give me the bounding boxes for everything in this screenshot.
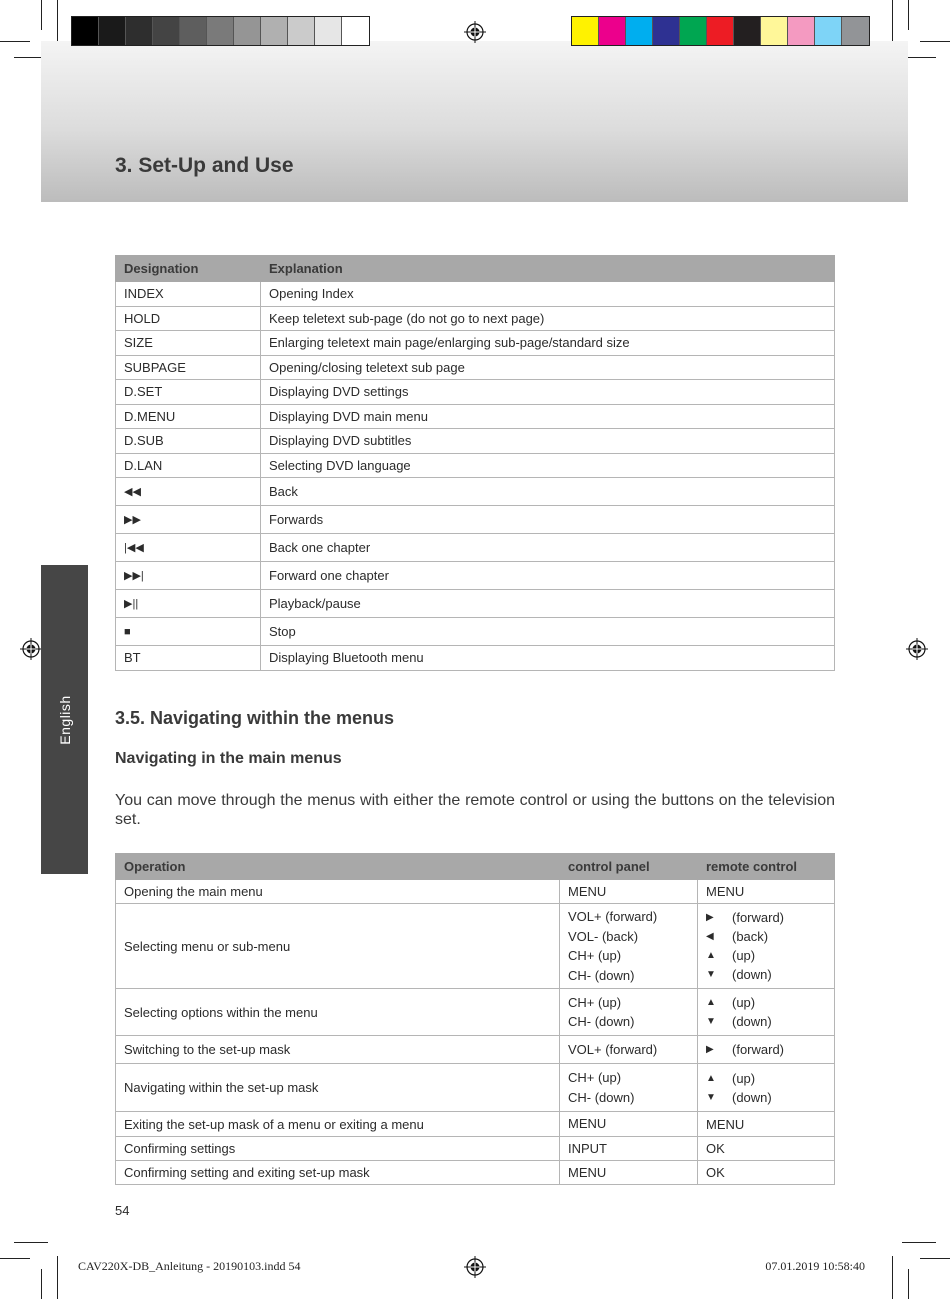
designation-cell: ▶▶| <box>116 562 261 590</box>
remote-buttons-table <box>115 255 835 671</box>
control-panel-entry: CH+ (up) <box>568 994 622 1010</box>
remote-control-label: (down) <box>732 1014 772 1029</box>
control-panel-cell <box>560 1137 698 1161</box>
designation-cell: HOLD <box>116 306 261 331</box>
arrow-icon: ▼ <box>706 969 716 980</box>
remote-control-entry <box>706 1115 826 1134</box>
remote-control-entry <box>706 1069 826 1088</box>
chapter-title: 3. Set-Up and Use <box>115 154 294 177</box>
remote-control-entry <box>706 1139 826 1158</box>
language-side-tab <box>41 565 88 874</box>
arrow-icon: ▼ <box>706 1091 716 1103</box>
designation-cell: |◀◀ <box>116 534 261 562</box>
operation-cell: Navigating within the set-up mask <box>116 1064 560 1112</box>
color-swatch <box>342 17 369 45</box>
color-swatch <box>234 17 261 45</box>
remote-control-cell <box>698 989 835 1036</box>
remote-control-entry <box>706 927 826 946</box>
control-panel-entry: VOL- (back) <box>568 928 639 944</box>
section-heading: 3.5. Navigating within the menus <box>115 708 395 728</box>
control-panel-entry: MENU <box>568 1164 607 1180</box>
remote-control-entry <box>706 1088 826 1107</box>
arrow-icon: ▲ <box>706 1072 716 1084</box>
crop-mark <box>57 0 58 44</box>
operation-cell: Confirming settings <box>116 1137 560 1161</box>
remote-control-cell <box>698 880 835 904</box>
remote-control-label: MENU <box>706 1116 745 1132</box>
explanation-cell: Forward one chapter <box>261 562 835 590</box>
remote-control-label: MENU <box>706 884 745 899</box>
control-panel-entry: VOL+ (forward) <box>568 909 658 924</box>
menu-navigation-table <box>115 853 835 1185</box>
crop-mark <box>57 1256 58 1299</box>
color-swatch <box>126 17 153 45</box>
explanation-cell: Displaying DVD settings <box>261 380 835 405</box>
table-row <box>116 1064 835 1112</box>
remote-control-cell <box>698 1064 835 1112</box>
color-swatch <box>761 17 788 45</box>
remote-control-entry <box>706 946 826 965</box>
color-swatch <box>180 17 207 45</box>
table-row <box>116 646 835 671</box>
color-swatch <box>626 17 653 45</box>
crop-mark <box>41 0 42 30</box>
color-swatch <box>842 17 869 45</box>
control-panel-cell <box>560 1064 698 1112</box>
designation-cell: INDEX <box>116 282 261 307</box>
control-panel-entry: CH- (down) <box>568 1089 635 1105</box>
remote-control-entry <box>706 1163 826 1182</box>
table-row <box>116 904 835 989</box>
color-swatch <box>72 17 99 45</box>
color-swatch <box>153 17 180 45</box>
explanation-cell: Opening Index <box>261 282 835 307</box>
registration-mark-icon <box>906 638 928 660</box>
crop-mark <box>908 1269 909 1299</box>
control-panel-entry: MENU <box>568 1116 607 1132</box>
section-subheading: Navigating in the main menus <box>115 750 342 767</box>
table-row <box>116 1137 835 1161</box>
language-tab-label: English <box>56 694 73 745</box>
table-row <box>116 1161 835 1185</box>
remote-control-entry <box>706 1040 826 1059</box>
slug-filename: CAV220X-DB_Anleitung - 20190103.indd 54 <box>78 1259 301 1273</box>
remote-control-label: (up) <box>732 995 756 1010</box>
arrow-icon: ◀ <box>706 931 714 942</box>
arrow-icon: ▲ <box>706 950 716 961</box>
table-row <box>116 534 835 562</box>
process-color-bar <box>571 16 870 46</box>
explanation-cell: Displaying DVD subtitles <box>261 429 835 454</box>
control-panel-entry: CH- (down) <box>568 967 635 983</box>
table-header-row <box>116 256 835 282</box>
remote-control-entry <box>706 882 826 901</box>
table-row <box>116 1112 835 1137</box>
control-panel-entry: MENU <box>568 883 607 899</box>
table-row <box>116 590 835 618</box>
control-panel-entry: CH- (down) <box>568 1014 635 1029</box>
remote-control-cell <box>698 1137 835 1161</box>
control-panel-entry: CH+ (up) <box>568 948 622 963</box>
registration-mark-icon <box>464 1256 486 1278</box>
control-panel-entry: CH+ (up) <box>568 1070 622 1085</box>
operation-cell: Confirming setting and exiting set-up mask <box>116 1161 560 1185</box>
header-designation: Designation <box>116 256 261 282</box>
remote-control-entry <box>706 965 826 984</box>
control-panel-cell <box>560 880 698 904</box>
explanation-cell: Displaying DVD main menu <box>261 404 835 429</box>
operation-cell: Selecting options within the menu <box>116 989 560 1036</box>
explanation-cell: Back <box>261 478 835 506</box>
table-row <box>116 989 835 1036</box>
remote-control-label: OK <box>706 1165 725 1180</box>
header-control-panel: control panel <box>560 854 698 880</box>
designation-cell: ▶|| <box>116 590 261 618</box>
crop-mark <box>0 41 30 42</box>
color-swatch <box>99 17 126 45</box>
arrow-icon: ▲ <box>706 997 716 1008</box>
remote-control-cell <box>698 1036 835 1064</box>
table-row <box>116 880 835 904</box>
operation-cell: Exiting the set-up mask of a menu or exiting a menu <box>116 1112 560 1137</box>
designation-cell: ■ <box>116 618 261 646</box>
arrow-icon: ▼ <box>706 1016 716 1027</box>
control-panel-cell <box>560 1036 698 1064</box>
color-swatch <box>707 17 734 45</box>
color-swatch <box>572 17 599 45</box>
control-panel-cell <box>560 904 698 989</box>
remote-control-label: (back) <box>732 929 769 944</box>
explanation-cell: Keep teletext sub-page (do not go to next page) <box>261 306 835 331</box>
remote-control-label: OK <box>706 1141 725 1156</box>
color-swatch <box>734 17 761 45</box>
designation-cell: D.LAN <box>116 453 261 478</box>
explanation-cell: Back one chapter <box>261 534 835 562</box>
color-swatch <box>788 17 815 45</box>
explanation-cell: Stop <box>261 618 835 646</box>
crop-mark <box>908 0 909 30</box>
color-swatch <box>653 17 680 45</box>
designation-cell: D.SET <box>116 380 261 405</box>
table-row <box>116 478 835 506</box>
control-panel-cell <box>560 1161 698 1185</box>
remote-control-label: (down) <box>732 967 772 982</box>
remote-control-entry <box>706 1012 826 1031</box>
crop-mark <box>902 1242 936 1243</box>
table-row <box>116 429 835 454</box>
designation-cell: D.SUB <box>116 429 261 454</box>
crop-mark <box>14 1242 48 1243</box>
remote-control-label: (forward) <box>732 1042 785 1057</box>
designation-cell: ▶▶ <box>116 506 261 534</box>
remote-control-label: (up) <box>732 1070 756 1086</box>
explanation-cell: Enlarging teletext main page/enlarging sub-page/standard size <box>261 331 835 356</box>
remote-control-entry <box>706 993 826 1012</box>
color-swatch <box>315 17 342 45</box>
crop-mark <box>920 41 950 42</box>
table-row <box>116 1036 835 1064</box>
designation-cell: ◀◀ <box>116 478 261 506</box>
arrow-icon: ▶ <box>706 1044 714 1055</box>
crop-mark <box>892 0 893 44</box>
explanation-cell: Playback/pause <box>261 590 835 618</box>
designation-cell: SUBPAGE <box>116 355 261 380</box>
control-panel-cell <box>560 989 698 1036</box>
remote-control-cell <box>698 1112 835 1137</box>
header-explanation: Explanation <box>261 256 835 282</box>
remote-control-label: (forward) <box>732 910 785 925</box>
crop-mark <box>41 1269 42 1299</box>
crop-mark <box>0 1258 30 1259</box>
remote-control-label: (down) <box>732 1089 772 1105</box>
table-row <box>116 404 835 429</box>
color-swatch <box>815 17 842 45</box>
table-row <box>116 355 835 380</box>
intro-paragraph: You can move through the menus with either the remote control or using the buttons on the television set. <box>115 792 835 828</box>
table-row <box>116 618 835 646</box>
remote-control-cell <box>698 904 835 989</box>
designation-cell: SIZE <box>116 331 261 356</box>
crop-mark <box>892 1256 893 1299</box>
arrow-icon: ▶ <box>706 912 714 923</box>
control-panel-cell <box>560 1112 698 1137</box>
color-swatch <box>599 17 626 45</box>
color-swatch <box>261 17 288 45</box>
explanation-cell: Displaying Bluetooth menu <box>261 646 835 671</box>
control-panel-entry: VOL+ (forward) <box>568 1041 658 1057</box>
header-remote-control: remote control <box>698 854 835 880</box>
table-row <box>116 562 835 590</box>
header-operation: Operation <box>116 854 560 880</box>
registration-mark-icon <box>20 638 42 660</box>
designation-cell: D.MENU <box>116 404 261 429</box>
grayscale-color-bar <box>71 16 370 46</box>
remote-control-cell <box>698 1161 835 1185</box>
table-row <box>116 380 835 405</box>
remote-control-label: (up) <box>732 948 756 963</box>
table-row <box>116 506 835 534</box>
table-row <box>116 306 835 331</box>
explanation-cell: Opening/closing teletext sub page <box>261 355 835 380</box>
operation-cell: Switching to the set-up mask <box>116 1036 560 1064</box>
operation-cell: Opening the main menu <box>116 880 560 904</box>
explanation-cell: Selecting DVD language <box>261 453 835 478</box>
table-row <box>116 331 835 356</box>
table-row <box>116 282 835 307</box>
explanation-cell: Forwards <box>261 506 835 534</box>
page-number: 54 <box>115 1203 130 1218</box>
control-panel-entry: INPUT <box>568 1140 607 1156</box>
color-swatch <box>288 17 315 45</box>
table-row <box>116 453 835 478</box>
designation-cell: BT <box>116 646 261 671</box>
table-header-row <box>116 854 835 880</box>
remote-control-entry <box>706 908 826 927</box>
operation-cell: Selecting menu or sub-menu <box>116 904 560 989</box>
color-swatch <box>207 17 234 45</box>
crop-mark <box>920 1258 950 1259</box>
registration-mark-icon <box>464 21 486 43</box>
slug-datetime: 07.01.2019 10:58:40 <box>765 1259 865 1273</box>
color-swatch <box>680 17 707 45</box>
